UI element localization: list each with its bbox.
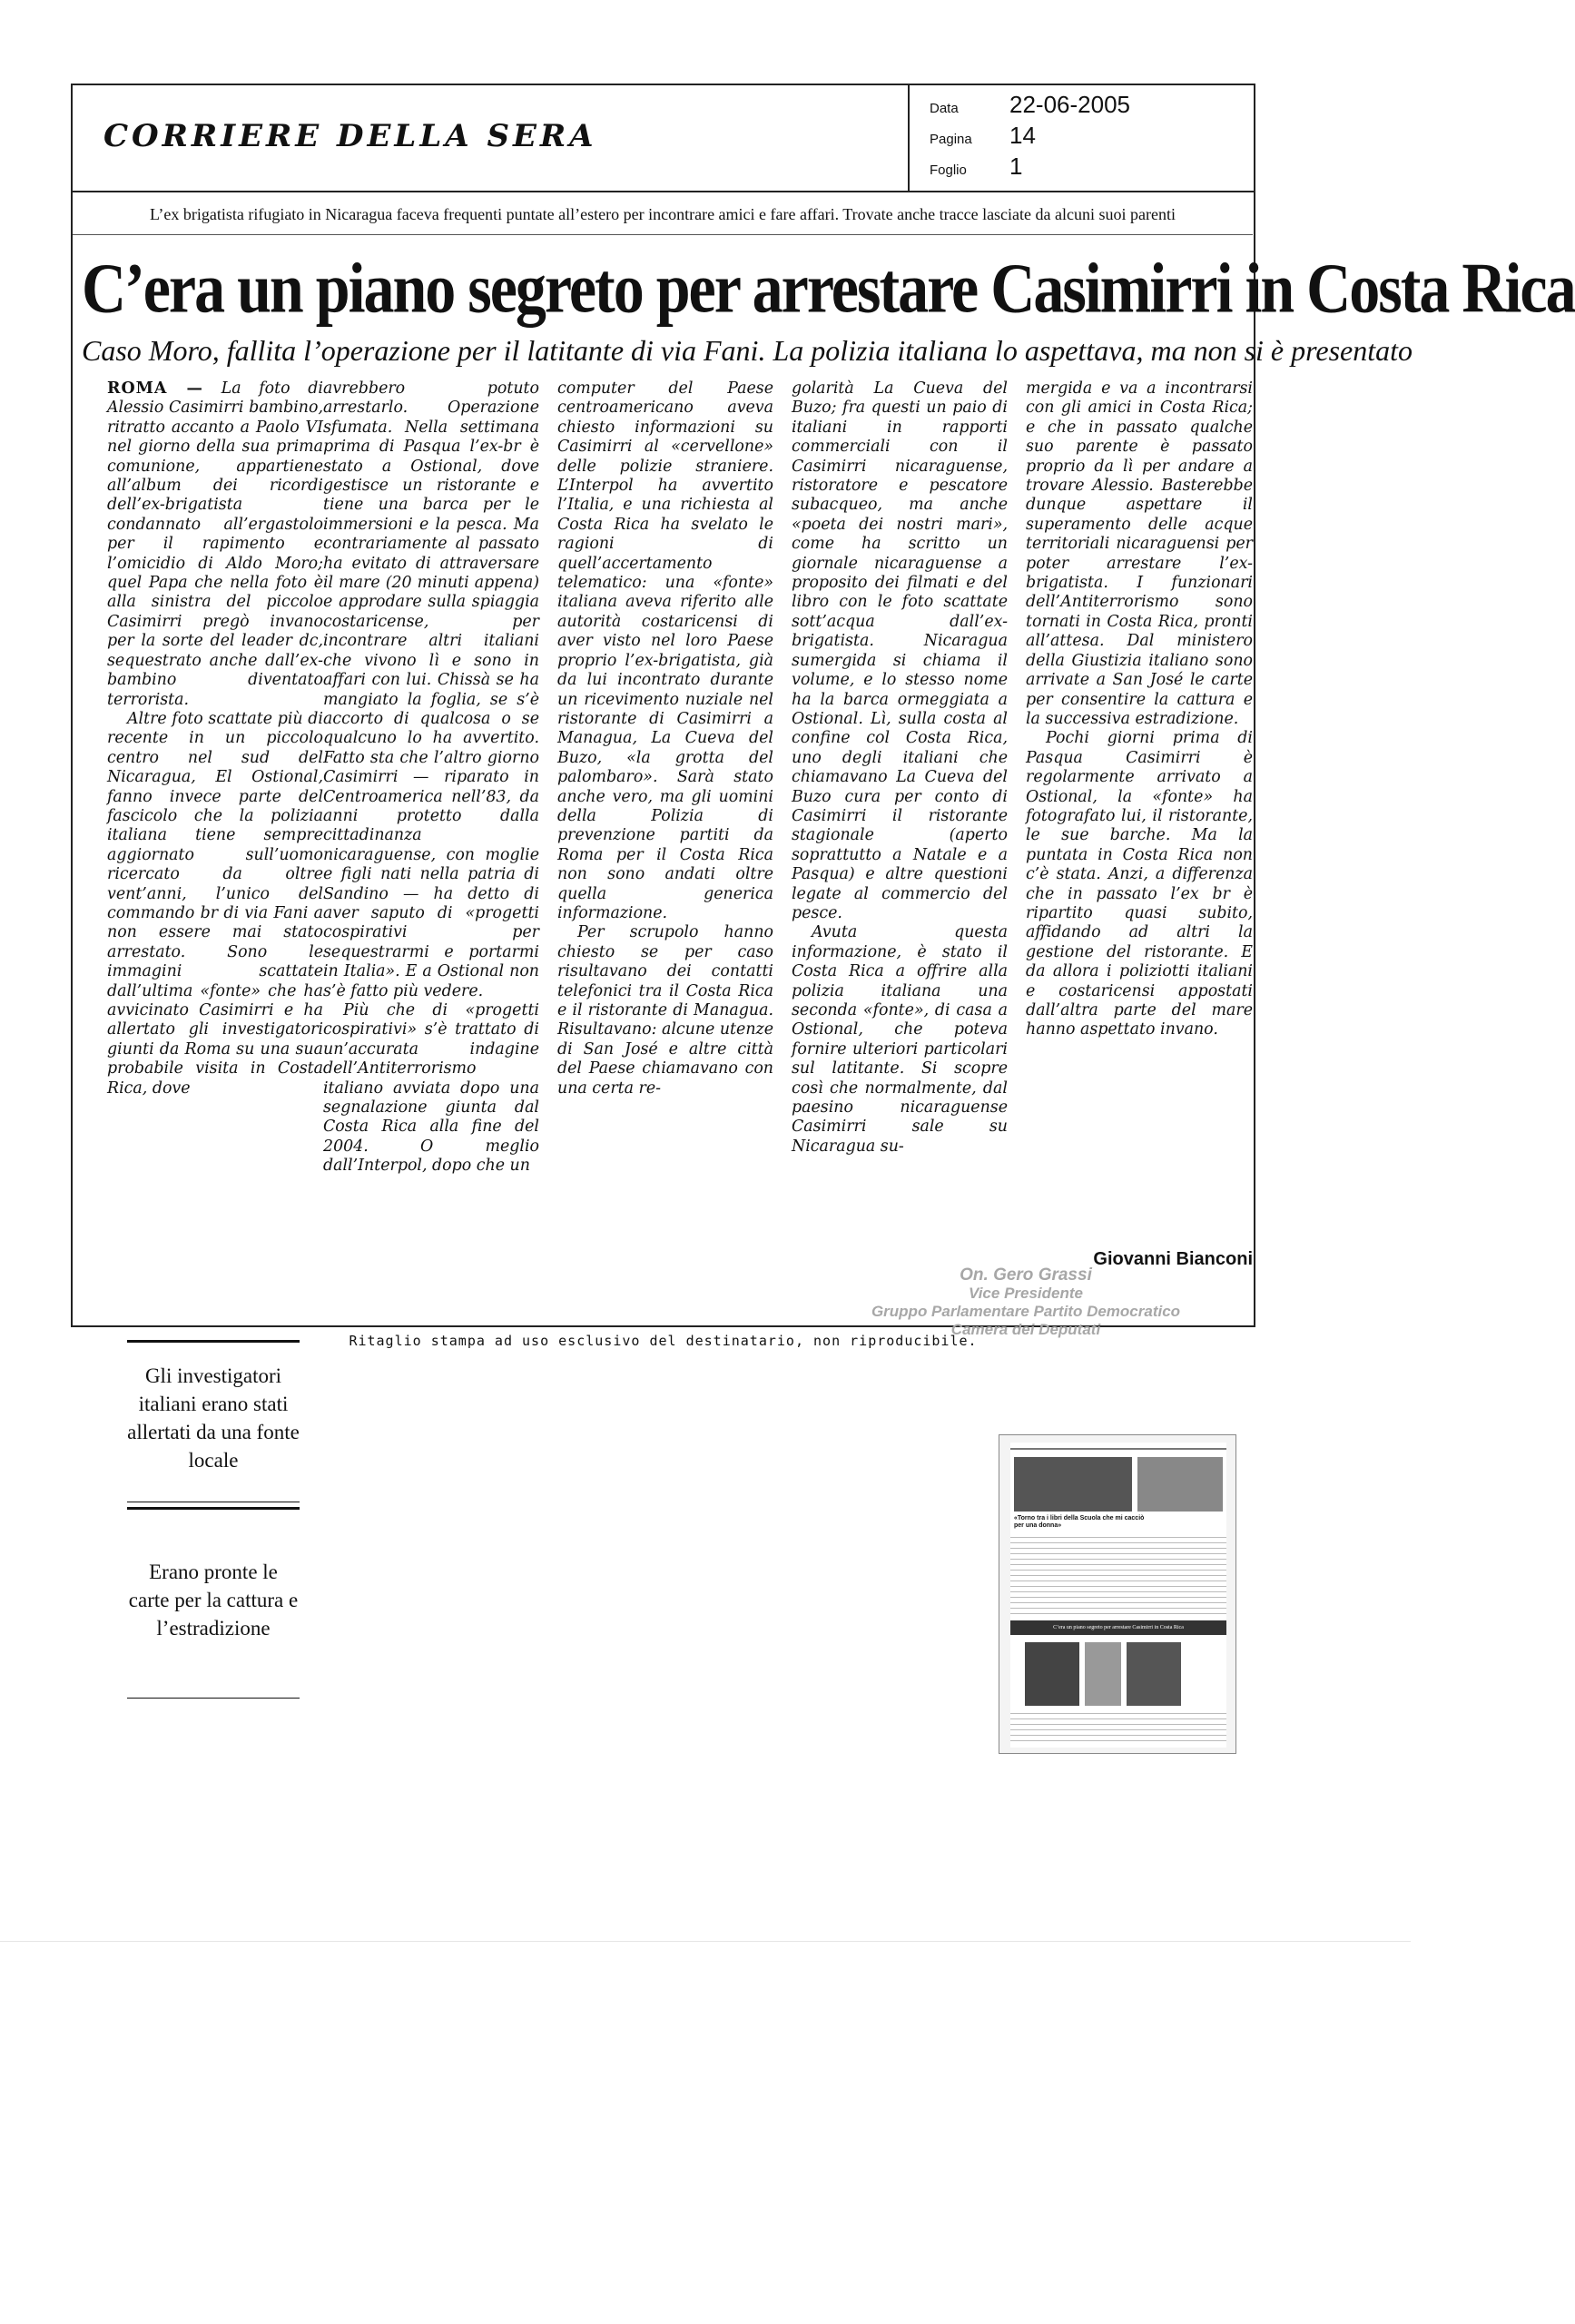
thumbnail-headline: «Torno tra i libri della Scuola che mi cacciò per una donna»: [1014, 1515, 1145, 1529]
article-paragraph: mergida e va a incontrarsi con gli amici in Costa Rica; e che in passato qualche suo parente è passato proprio da lì per andare a trovare Alessio. Basterebbe dunque aspettare il superamento delle acque territoriali nicaraguensi per poter arrestare l’ex-brigatista. I funzionari dell’Antiterrorismo sono tornati in Costa Rica, pronti all’attesa. Dal ministero della Giustizia italiano sono arrivate a San José le carte per consentire la cattura e la successiva estradizione.: [1026, 379, 1253, 728]
dateline: ROMA —: [107, 379, 203, 398]
meta-sheet-row: [930, 153, 1022, 181]
page-thumbnail: [999, 1434, 1236, 1754]
article-column-4: [792, 379, 1008, 1157]
thumbnail-photo: [1127, 1642, 1181, 1706]
byline: Giovanni Bianconi: [1093, 1249, 1253, 1269]
newspaper-masthead: CORRIERE DELLA SERA: [103, 118, 597, 154]
stamp-line: Vice Presidente: [969, 1285, 1083, 1302]
thumbnail-photo: [1137, 1457, 1223, 1512]
article-paragraph: Avuta questa informazione, è stato il Costa Rica a offrire alla polizia italiana una seconda «fonte», di casa a Ostional, che poteva fornire ulteriori particolari sul latitante. Si scopre così che normalmente, dal paesino nicaraguense Casimirri sale su Nicaragua su-: [792, 923, 1008, 1156]
article-body: [107, 379, 1253, 1278]
thumbnail-photo: [1025, 1642, 1079, 1706]
article-paragraph: ROMA — La foto di Alessio Casimirri bambino, ritratto accanto a Paolo VI nel giorno della sua prima comunione, appartiene all’album dei ricordi dell’ex-brigatista condannato all’ergastolo per il rapimento e l’omicidio di Aldo Moro; quel Papa che nella foto è alla sinistra del piccolo Casimirri pregò invano per la sorte del leader dc, sequestrato anche dall’ex-bambino diventato terrorista.: [107, 379, 323, 709]
meta-date-row: [930, 91, 1130, 119]
sheet-value: 1: [1009, 153, 1023, 180]
page-label: Pagina: [930, 132, 972, 147]
pullquote-2: Erano pronte le carte per la cattura e l’estradizione: [128, 1561, 299, 1640]
pullquote-1: Gli investigatori italiani erano stati allertati da una fonte locale: [127, 1364, 300, 1472]
stamp-line: Gruppo Parlamentare Partito Democratico: [871, 1303, 1181, 1320]
article-paragraph: Pochi giorni prima di Pasqua Casimirri è regolarmente arrivato a Ostional, la «fonte» ha fotografato lui, il ristorante, le sue barche. Ma la puntata in Costa Rica non c’è stata. Anzi, a differenza che in passato l’ex br è ripartito quasi subito, affidando ad altri la gestione del ristorante. E da allora i poliziotti italiani e costaricensi appostati dall’altra parte del mare hanno aspettato invano.: [1026, 729, 1253, 1039]
page-value: 14: [1009, 122, 1036, 149]
meta-box: [910, 85, 1254, 192]
stamp-line: On. Gero Grassi: [960, 1265, 1092, 1285]
article-paragraph: Più che di «progetti cospirativi» s’è trattato di un’accurata indagine dell’Antiterrorismo italiano avviata dopo una segnalazione giunta dal Costa Rica alla fine del 2004. O meglio dall’Interpol, dopo che un: [323, 1001, 539, 1176]
kicker-rule: [73, 234, 1253, 235]
masthead-box: [73, 85, 910, 192]
article-paragraph: computer del Paese centroamericano aveva chiesto informazioni su Casimirri al «cervellone» delle polizie straniere. L’Interpol ha avvertito l’Italia, e una richiesta al Costa Rica ha svelato le ragioni di quell’accertamento telematico: una «fonte» italiana aveva riferito alle autorità costaricensi di aver visto nel loro Paese proprio l’ex-brigatista, già da lui incontrato durante un ricevimento nuziale nel ristorante di Casimirri a Managua, La Cueva del Buzo, «la grotta del palombaro». Sarà stato anche vero, ma gli uomini della Polizia di prevenzione partiti da Roma per il Costa Rica non sono andati oltre quella generica informazione.: [557, 379, 773, 922]
sheet-label: Foglio: [930, 162, 967, 178]
pullquote-rule: [127, 1507, 300, 1510]
thumbnail-banner: C’era un piano segreto per arrestare Casimirri in Costa Rica: [1010, 1620, 1226, 1635]
thumbnail-page: [1010, 1443, 1226, 1748]
article-paragraph: avrebbero potuto arrestarlo. Operazione sfumata. Nella settimana prima di Pasqua l’ex-br è stato a Ostional, dove gestisce un ristorante e tiene una barca per le immersioni e la pesca. Ma contrariamente al passato ha evitato di attraversare il mare (20 minuti appena) e approdare sulla spiaggia costaricense, per incontrare altri italiani che vivono lì e sono in affari con lui. Chissà se ha mangiato la foglia, se s’è accorto di qualcosa o se qualcuno lo ha avvertito. Fatto sta che l’altro giorno Casimirri — riparato in Centroamerica nell’83, da anni protetto dalla cittadinanza nicaraguense, con moglie e figli nati nella patria di Sandino — ha detto di aver saputo di «progetti cospirativi per sequestrarmi e portarmi in Italia». E a Ostional non s’è fatto più vedere.: [323, 379, 539, 1000]
meta-page-row: [930, 122, 1036, 150]
article-paragraph: golarità La Cueva del Buzo; fra questi un paio di italiani in rapporti commerciali con il Casimirri nicaraguense, ristoratore e pescatore subacqueo, ma anche «poeta dei nostri mari», come ha scritto un giornale nicaraguense a proposito dei filmati e del libro con le foto scattate sott’acqua dall’ex-brigatista. Nicaragua sumergida si chiama il volume, e lo stesso nome ha la barca ormeggiata a Ostional. Lì, sulla costa al confine col Costa Rica, uno degli italiani che chiamavano La Cueva del Buzo cura per conto di Casimirri il ristorante stagionale (aperto soprattutto a Natale e a Pasqua) e altre questioni legate al commercio del pesce.: [792, 379, 1008, 922]
article-paragraph: Per scrupolo hanno chiesto se per caso risultavano dei contatti telefonici tra il Costa Rica e il ristorante di Managua. Risultavano: alcune utenze di San José e altre città del Paese chiamavano con una certa re-: [557, 923, 773, 1098]
deputy-stamp: [826, 1266, 1226, 1339]
clipping-disclaimer: Ritaglio stampa ad uso esclusivo del destinatario, non riproducibile.: [349, 1333, 978, 1349]
scan-edge: [0, 1941, 1411, 1942]
date-label: Data: [930, 101, 959, 116]
article-column-1: [107, 379, 323, 1098]
pullquote-rule: [127, 1698, 300, 1699]
subheadline: Caso Moro, fallita l’operazione per il latitante di via Fani. La polizia italiana lo aspettava, ma non si è presentato: [82, 334, 1413, 367]
headline: C’era un piano segreto per arrestare Casimirri in Costa Rica: [82, 248, 1575, 328]
kicker: L’ex brigatista rifugiato in Nicaragua faceva frequenti puntate all’estero per incontrare amici e fare affari. Trovate anche tracce lasciate da alcuni suoi parenti: [150, 205, 1176, 223]
thumbnail-photo: [1014, 1457, 1132, 1512]
article-column-5: [1026, 379, 1253, 1040]
stamp-line: Camera dei Deputati: [950, 1321, 1101, 1338]
thumbnail-photo: [1085, 1642, 1121, 1706]
date-value: 22-06-2005: [1009, 91, 1130, 118]
article-column-3: [557, 379, 773, 1098]
article-paragraph: Altre foto scattate più di recente in un piccolo centro nel sud del Nicaragua, El Ostional, fanno invece parte del fascicolo che la polizia italiana tiene sempre aggiornato sull’uomo ricercato da oltre vent’anni, l’unico del commando br di via Fani a non essere mai stato arrestato. Sono le immagini scattate dall’ultima «fonte» che ha avvicinato Casimirri e ha allertato gli investigatori giunti da Roma su una sua probabile visita in Costa Rica, dove: [107, 709, 323, 1098]
article-column-2: [323, 379, 539, 1177]
